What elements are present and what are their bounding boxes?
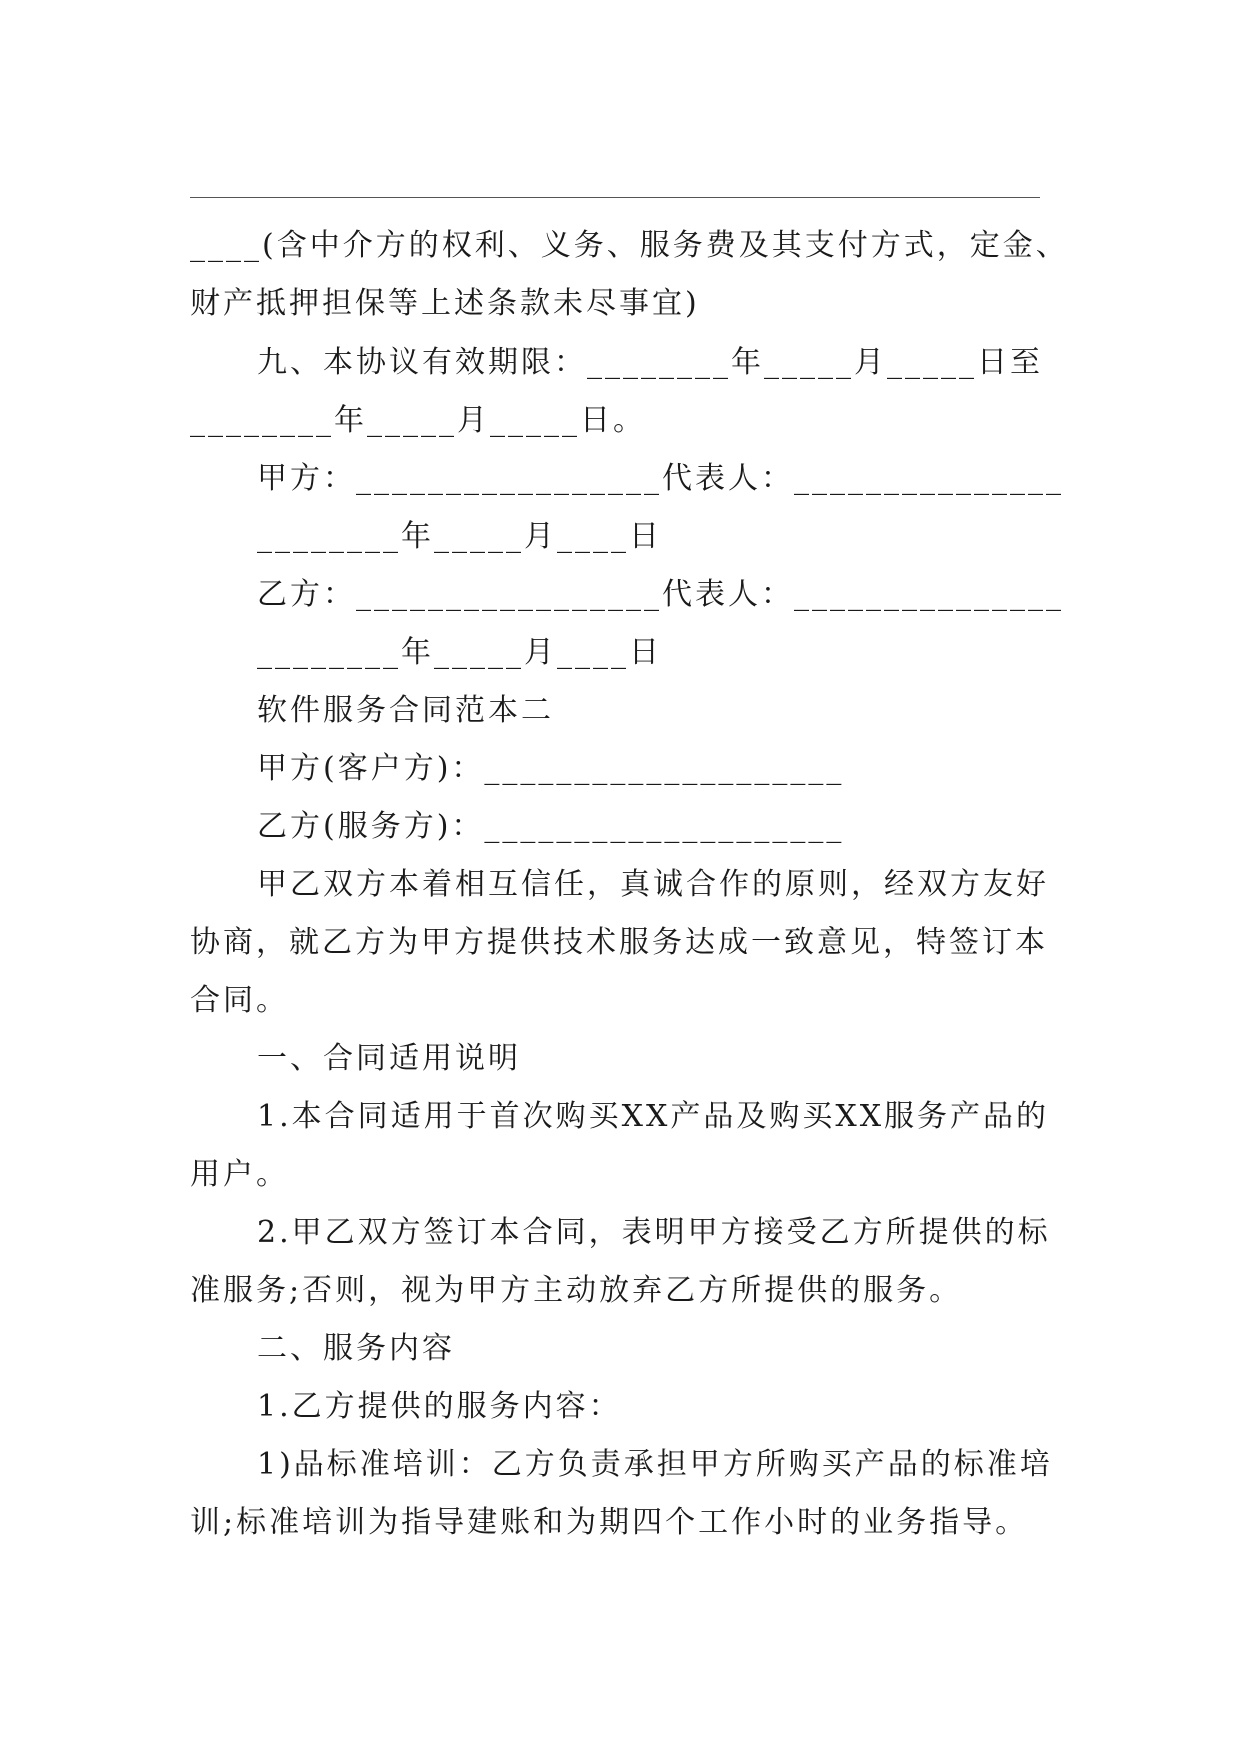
text-line: 用户。 (190, 1157, 289, 1192)
blank-fill-line (190, 197, 1040, 198)
text-line: 1)品标准培训：乙方负责承担甲方所购买产品的标准培 (257, 1447, 1053, 1482)
text-line: 九、本协议有效期限：________年_____月_____日至 (257, 345, 1043, 380)
party-a-signature-line: 甲方：_________________代表人：_______________ (257, 461, 1064, 496)
party-b-field: 乙方(服务方)：____________________ (257, 809, 845, 844)
section-title: 软件服务合同范本二 (257, 693, 554, 728)
text-line: ________年_____月_____日。 (190, 403, 646, 438)
section-heading: 一、合同适用说明 (257, 1041, 521, 1076)
text-line: ____(含中介方的权利、义务、服务费及其支付方式，定金、 (190, 228, 1069, 263)
section-heading: 二、服务内容 (257, 1331, 455, 1366)
text-line: 1.本合同适用于首次购买XX产品及购买XX服务产品的 (257, 1099, 1050, 1134)
text-line: 甲乙双方本着相互信任，真诚合作的原则，经双方友好 (257, 867, 1049, 902)
party-b-date-line: ________年_____月____日 (257, 635, 662, 670)
text-line: 财产抵押担保等上述条款未尽事宜) (190, 286, 700, 321)
party-a-field: 甲方(客户方)：____________________ (257, 751, 845, 786)
text-line: 1.乙方提供的服务内容： (257, 1389, 622, 1424)
party-b-signature-line: 乙方：_________________代表人：_______________ (257, 577, 1064, 612)
text-line: 协商，就乙方为甲方提供技术服务达成一致意见，特签订本 (190, 925, 1048, 960)
text-line: 2.甲乙双方签订本合同，表明甲方接受乙方所提供的标 (257, 1215, 1051, 1250)
text-line: 准服务;否则，视为甲方主动放弃乙方所提供的服务。 (190, 1273, 963, 1308)
text-line: 训;标准培训为指导建账和为期四个工作小时的业务指导。 (190, 1505, 1029, 1540)
party-a-date-line: ________年_____月____日 (257, 519, 662, 554)
text-line: 合同。 (190, 983, 289, 1018)
